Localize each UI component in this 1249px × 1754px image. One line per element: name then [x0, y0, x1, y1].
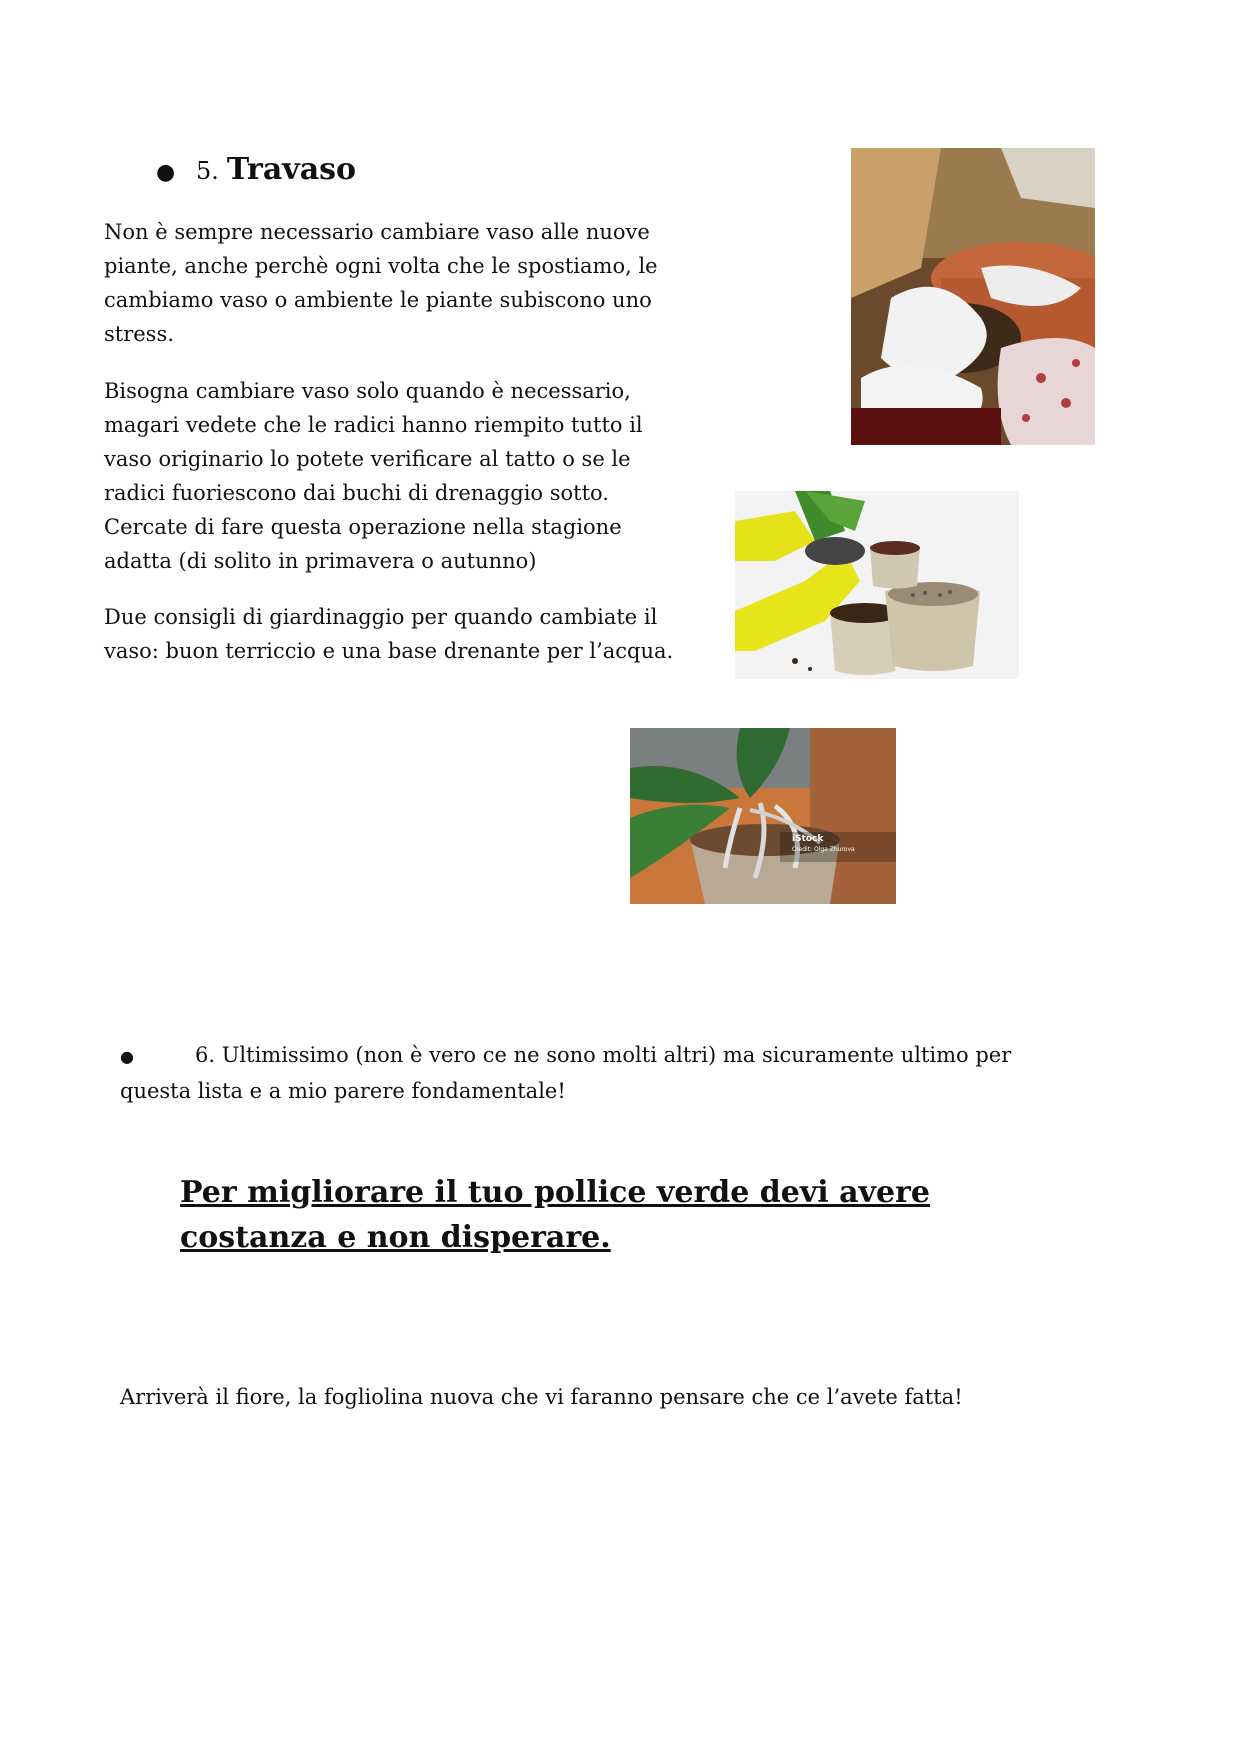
- item-6-body: 6. Ultimissimo (non è vero ce ne sono molti altri) ma sicuramente ultimo per questa lista e a mio parere fondamentale!: [120, 1043, 1012, 1103]
- paragraph-3: Due consigli di giardinaggio per quando cambiate il vaso: buon terriccio e una base drenante per l’acqua.: [104, 605, 674, 663]
- section-number: 5.: [196, 157, 219, 185]
- bullet-icon: ●: [120, 1047, 134, 1066]
- paragraph-1: Non è sempre necessario cambiare vaso alle nuove piante, anche perchè ogni volta che le spostiamo, le cambiamo vaso o ambiente le piante subiscono uno stress.: [104, 220, 658, 346]
- section-heading: [156, 150, 356, 192]
- closing-paragraph: Arriverà il fiore, la fogliolina nuova che vi faranno pensare che ce l’avete fatta!: [120, 1385, 963, 1409]
- paragraph-2: Bisogna cambiare vaso solo quando è necessario, magari vedete che le radici hanno riempito tutto il vaso originario lo potete verificare al tatto o se le radici fuoriescono dai buchi di drenaggio sotto. Cercate di fare questa operazione nella stagione adatta (di solito in primavera o autunno): [104, 379, 643, 573]
- bullet-icon: ●: [156, 159, 176, 185]
- item-6-text: [120, 1038, 1050, 1108]
- gloved-hands-repotting-photo: [851, 148, 1095, 445]
- section-title: Travaso: [226, 152, 357, 187]
- watermark-text: iStock: [792, 834, 824, 844]
- orchid-roots-photo: [630, 728, 896, 904]
- photo-credit: Credit: Olga Zhurova: [792, 846, 855, 853]
- conclusion-heading: Per migliorare il tuo pollice verde devi avere costanza e non disperare.: [180, 1175, 930, 1255]
- yellow-gloves-pots-photo: [735, 491, 1019, 679]
